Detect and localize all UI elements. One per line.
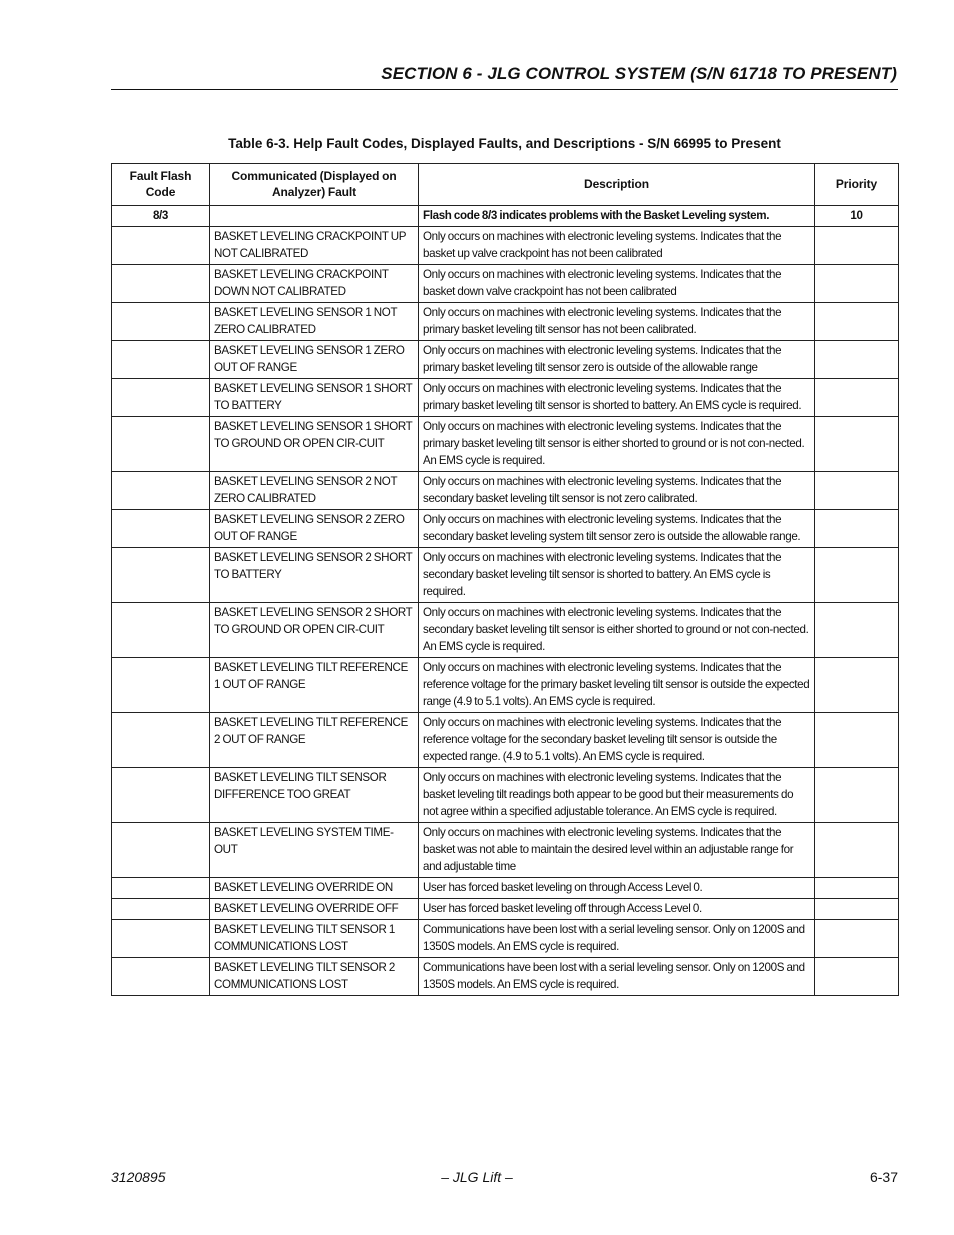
- priority-cell: [815, 227, 899, 265]
- description-cell: Only occurs on machines with electronic leveling systems. Indicates that the primary basket leveling tilt sensor is either shorted to ground or is not con-nected. An EMS cycle is required.: [419, 417, 815, 472]
- table-row: [112, 206, 899, 227]
- displayed-fault-cell: BASKET LEVELING SENSOR 2 SHORT TO BATTERY: [210, 548, 419, 603]
- displayed-fault-cell: BASKET LEVELING SYSTEM TIME-OUT: [210, 823, 419, 878]
- displayed-fault-cell: BASKET LEVELING OVERRIDE OFF: [210, 899, 419, 920]
- displayed-fault-cell: BASKET LEVELING TILT SENSOR 2 COMMUNICATIONS LOST: [210, 958, 419, 996]
- fault-flash-code-cell: [112, 548, 210, 603]
- displayed-fault-cell: BASKET LEVELING SENSOR 2 ZERO OUT OF RANGE: [210, 510, 419, 548]
- priority-cell: [815, 713, 899, 768]
- table-row: [112, 303, 899, 341]
- displayed-fault-cell: BASKET LEVELING SENSOR 2 NOT ZERO CALIBRATED: [210, 472, 419, 510]
- fault-flash-code-cell: [112, 713, 210, 768]
- fault-flash-code-cell: [112, 227, 210, 265]
- priority-cell: [815, 303, 899, 341]
- displayed-fault-cell: BASKET LEVELING SENSOR 2 SHORT TO GROUND OR OPEN CIR-CUIT: [210, 603, 419, 658]
- displayed-fault-cell: BASKET LEVELING TILT REFERENCE 1 OUT OF RANGE: [210, 658, 419, 713]
- footer-brand: – JLG Lift –: [441, 1169, 513, 1185]
- priority-cell: [815, 958, 899, 996]
- description-cell: Only occurs on machines with electronic leveling systems. Indicates that the basket up valve crackpoint has not been calibrated: [419, 227, 815, 265]
- priority-cell: [815, 920, 899, 958]
- table-row: [112, 823, 899, 878]
- description-cell: Communications have been lost with a serial leveling sensor. Only on 1200S and 1350S models. An EMS cycle is required.: [419, 920, 815, 958]
- priority-cell: [815, 510, 899, 548]
- table-header-row: [112, 164, 899, 206]
- table-row: [112, 920, 899, 958]
- fault-flash-code-cell: [112, 341, 210, 379]
- table-row: [112, 510, 899, 548]
- fault-flash-code-cell: [112, 265, 210, 303]
- priority-cell: [815, 768, 899, 823]
- displayed-fault-cell: BASKET LEVELING SENSOR 1 NOT ZERO CALIBRATED: [210, 303, 419, 341]
- table-row: [112, 227, 899, 265]
- displayed-fault-cell: BASKET LEVELING CRACKPOINT UP NOT CALIBRATED: [210, 227, 419, 265]
- description-cell: Only occurs on machines with electronic leveling systems. Indicates that the primary basket leveling tilt sensor is shorted to battery. An EMS cycle is required.: [419, 379, 815, 417]
- column-header-fault-flash-code: Fault Flash Code: [112, 164, 210, 206]
- displayed-fault-cell: [210, 206, 419, 227]
- column-header-communicated-fault: Communicated (Displayed on Analyzer) Fault: [210, 164, 419, 206]
- displayed-fault-cell: BASKET LEVELING TILT SENSOR 1 COMMUNICATIONS LOST: [210, 920, 419, 958]
- description-cell: Only occurs on machines with electronic leveling systems. Indicates that the reference voltage for the primary basket leveling tilt sensor is outside the expected range (4.9 to 5.1 volts). An EMS cycle is required.: [419, 658, 815, 713]
- fault-flash-code-cell: [112, 603, 210, 658]
- description-cell: User has forced basket leveling off through Access Level 0.: [419, 899, 815, 920]
- fault-flash-code-cell: [112, 899, 210, 920]
- fault-flash-code-cell: [112, 958, 210, 996]
- priority-cell: [815, 658, 899, 713]
- displayed-fault-cell: BASKET LEVELING TILT SENSOR DIFFERENCE TOO GREAT: [210, 768, 419, 823]
- description-cell: Only occurs on machines with electronic leveling systems. Indicates that the basket was not able to maintain the desired level within an adjustable range for and adjustable time: [419, 823, 815, 878]
- page-number: 6-37: [869, 1169, 898, 1185]
- displayed-fault-cell: BASKET LEVELING SENSOR 1 ZERO OUT OF RANGE: [210, 341, 419, 379]
- priority-cell: [815, 603, 899, 658]
- table-row: [112, 658, 899, 713]
- priority-cell: [815, 878, 899, 899]
- description-cell: Only occurs on machines with electronic leveling systems. Indicates that the reference voltage for the secondary basket leveling tilt sensor is outside the expected range. (4.9 to 5.1 volts). An EMS cycle is required.: [419, 713, 815, 768]
- priority-cell: [815, 472, 899, 510]
- displayed-fault-cell: BASKET LEVELING SENSOR 1 SHORT TO BATTERY: [210, 379, 419, 417]
- fault-flash-code-cell: [112, 510, 210, 548]
- fault-flash-code-cell: [112, 768, 210, 823]
- fault-flash-code-cell: [112, 417, 210, 472]
- fault-flash-code-cell: [112, 472, 210, 510]
- description-cell: Only occurs on machines with electronic leveling systems. Indicates that the secondary basket leveling tilt sensor is shorted to battery. An EMS cycle is required.: [419, 548, 815, 603]
- table-row: [112, 341, 899, 379]
- description-cell: Only occurs on machines with electronic leveling systems. Indicates that the primary basket leveling tilt sensor has not been calibrated.: [419, 303, 815, 341]
- fault-flash-code-cell: [112, 379, 210, 417]
- description-cell: Only occurs on machines with electronic leveling systems. Indicates that the primary basket leveling tilt sensor zero is outside of the allowable range: [419, 341, 815, 379]
- displayed-fault-cell: BASKET LEVELING OVERRIDE ON: [210, 878, 419, 899]
- header-divider: [111, 89, 898, 90]
- table-row: [112, 713, 899, 768]
- description-cell: Only occurs on machines with electronic leveling systems. Indicates that the secondary basket leveling tilt sensor is either shorted to ground or not con-nected. An EMS cycle is required.: [419, 603, 815, 658]
- description-cell: Flash code 8/3 indicates problems with the Basket Leveling system.: [419, 206, 815, 227]
- table-row: [112, 265, 899, 303]
- fault-flash-code-cell: 8/3: [112, 206, 210, 227]
- priority-cell: [815, 341, 899, 379]
- table-row: [112, 603, 899, 658]
- fault-flash-code-cell: [112, 878, 210, 899]
- priority-cell: [815, 417, 899, 472]
- fault-codes-table: [111, 163, 899, 996]
- table-row: [112, 417, 899, 472]
- table-row: [112, 472, 899, 510]
- table-row: [112, 899, 899, 920]
- fault-flash-code-cell: [112, 920, 210, 958]
- table-row: [112, 768, 899, 823]
- table-row: [112, 548, 899, 603]
- section-title: SECTION 6 - JLG CONTROL SYSTEM (S/N 61718 TO PRESENT): [381, 64, 897, 83]
- description-cell: Only occurs on machines with electronic leveling systems. Indicates that the secondary basket leveling system tilt sensor zero is outside the allowable range.: [419, 510, 815, 548]
- priority-cell: [815, 379, 899, 417]
- priority-cell: [815, 899, 899, 920]
- displayed-fault-cell: BASKET LEVELING CRACKPOINT DOWN NOT CALIBRATED: [210, 265, 419, 303]
- priority-cell: [815, 265, 899, 303]
- priority-cell: 10: [815, 206, 899, 227]
- fault-flash-code-cell: [112, 303, 210, 341]
- description-cell: Communications have been lost with a serial leveling sensor. Only on 1200S and 1350S models. An EMS cycle is required.: [419, 958, 815, 996]
- fault-flash-code-cell: [112, 658, 210, 713]
- displayed-fault-cell: BASKET LEVELING SENSOR 1 SHORT TO GROUND OR OPEN CIR-CUIT: [210, 417, 419, 472]
- column-header-priority: Priority: [815, 164, 899, 206]
- priority-cell: [815, 823, 899, 878]
- table-caption: Table 6-3. Help Fault Codes, Displayed Faults, and Descriptions - S/N 66995 to Present: [228, 136, 781, 151]
- description-cell: Only occurs on machines with electronic leveling systems. Indicates that the secondary basket leveling tilt sensor is not zero calibrated.: [419, 472, 815, 510]
- priority-cell: [815, 548, 899, 603]
- displayed-fault-cell: BASKET LEVELING TILT REFERENCE 2 OUT OF RANGE: [210, 713, 419, 768]
- description-cell: User has forced basket leveling on through Access Level 0.: [419, 878, 815, 899]
- table-row: [112, 878, 899, 899]
- description-cell: Only occurs on machines with electronic leveling systems. Indicates that the basket down valve crackpoint has not been calibrated: [419, 265, 815, 303]
- description-cell: Only occurs on machines with electronic leveling systems. Indicates that the basket leveling tilt readings both appear to be good but their measurements do not agree within a specified adjustable tolerance. An EMS cycle is required.: [419, 768, 815, 823]
- document-number: 3120895: [111, 1169, 166, 1185]
- table-body: [112, 206, 899, 996]
- table-row: [112, 958, 899, 996]
- table-row: [112, 379, 899, 417]
- column-header-description: Description: [419, 164, 815, 206]
- fault-flash-code-cell: [112, 823, 210, 878]
